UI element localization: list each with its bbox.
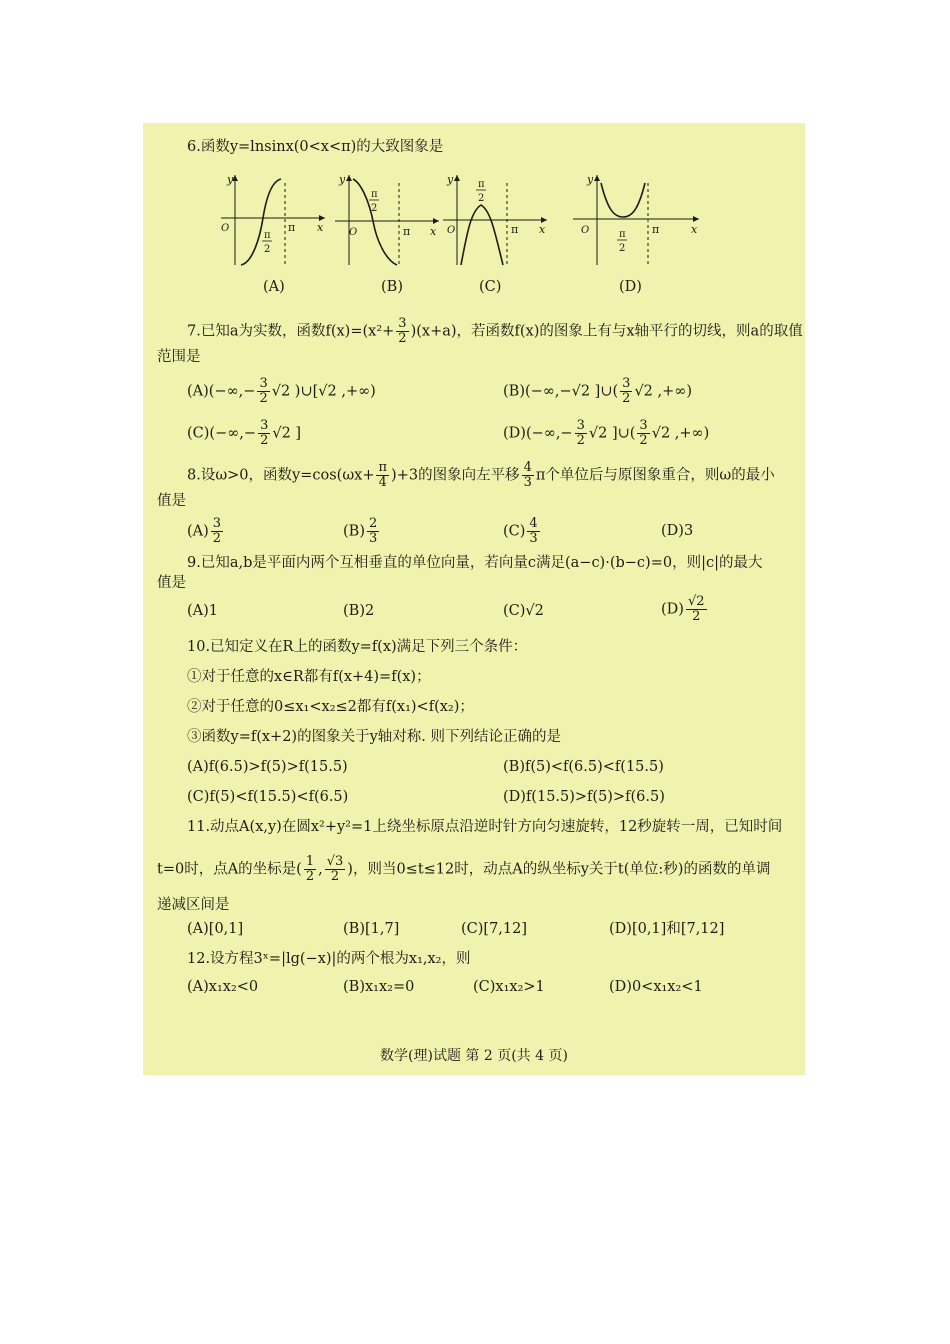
- graph-c: [443, 173, 551, 269]
- svg-text:π: π: [511, 223, 519, 236]
- question-11-line1: 11.动点A(x,y)在圆x²+y²=1上绕坐标原点沿逆时针方向匀速旋转，12秒旋转一周，已知时间: [187, 819, 783, 835]
- q10-option-a: (A)f(6.5)>f(5)>f(15.5): [187, 759, 348, 775]
- q12-option-a: (A)x₁x₂<0: [187, 979, 259, 995]
- svg-text:y: y: [587, 173, 594, 186]
- svg-text:y: y: [227, 173, 234, 186]
- svg-text:π: π: [619, 229, 626, 240]
- question-8-line2: 值是: [157, 493, 186, 509]
- q7-option-c: (C)(−∞,− $\frac{3}{2}$ √2 ]: [187, 418, 302, 448]
- q10-condition-1: ①对于任意的x∈R都有f(x+4)=f(x)；: [187, 669, 431, 685]
- q10-option-b: (B)f(5)<f(6.5)<f(15.5): [503, 759, 664, 775]
- q11-option-a: (A)[0,1]: [187, 921, 244, 937]
- q7-option-b: (B)(−∞,−√2 ]∪( $\frac{3}{2}$ √2 ,+∞): [503, 376, 693, 406]
- question-10-line1: 10.已知定义在R上的函数y=f(x)满足下列三个条件：: [187, 639, 528, 655]
- q10-condition-3: ③函数y=f(x+2)的图象关于y轴对称. 则下列结论正确的是: [187, 729, 561, 745]
- q8-option-d: (D)3: [661, 523, 694, 539]
- graph-b: [335, 173, 443, 269]
- q9-option-d: (D) $\frac{√2}{2}$: [661, 594, 705, 624]
- q11-option-b: (B)[1,7]: [343, 921, 400, 937]
- q12-option-c: (C)x₁x₂>1: [473, 979, 545, 995]
- q6-option-d: (D): [619, 279, 642, 295]
- q10-option-c: (C)f(5)<f(15.5)<f(6.5): [187, 789, 349, 805]
- svg-text:x: x: [430, 225, 437, 238]
- graph-a: [221, 173, 329, 269]
- svg-text:π: π: [652, 223, 660, 236]
- svg-text:O: O: [349, 227, 358, 238]
- question-9-line1: 9.已知a,b是平面内两个互相垂直的单位向量，若向量c满足(a−c)·(b−c)=0，则|c|的最大: [187, 555, 763, 571]
- q11-option-c: (C)[7,12]: [461, 921, 528, 937]
- q10-condition-2: ②对于任意的0≤x₁<x₂≤2都有f(x₁)<f(x₂)；: [187, 699, 474, 715]
- svg-text:π: π: [371, 189, 378, 200]
- q12-option-d: (D)0<x₁x₂<1: [609, 979, 703, 995]
- svg-text:2: 2: [619, 243, 626, 254]
- svg-text:π: π: [264, 230, 271, 241]
- q9-option-a: (A)1: [187, 603, 219, 619]
- q10-option-d: (D)f(15.5)>f(5)>f(6.5): [503, 789, 665, 805]
- svg-text:2: 2: [478, 193, 485, 204]
- svg-text:y: y: [447, 173, 454, 186]
- question-8-line1: 8.设ω>0，函数y=cos(ωx+ $\frac{\pi}{4}$ )+3的图象向左平移 $\frac{4}{3}$ π个单位后与原图象重合，则ω的最小: [187, 460, 775, 490]
- svg-text:y: y: [339, 173, 346, 186]
- q12-option-b: (B)x₁x₂=0: [343, 979, 415, 995]
- svg-text:π: π: [403, 225, 411, 238]
- svg-text:x: x: [317, 221, 324, 234]
- q7-option-a: (A)(−∞,− $\frac{3}{2}$ √2 )∪[√2 ,+∞): [187, 376, 376, 406]
- q9-option-c: (C)√2: [503, 603, 544, 619]
- question-7-line2: 范围是: [157, 349, 201, 365]
- svg-text:2: 2: [371, 203, 378, 214]
- q6-option-b: (B): [381, 279, 403, 295]
- question-6: 6.函数y=lnsinx(0<x<π)的大致图象是: [187, 139, 444, 155]
- svg-text:O: O: [581, 225, 590, 236]
- svg-text:π: π: [478, 179, 485, 190]
- q6-option-a: (A): [263, 279, 285, 295]
- q8-option-b: (B) $\frac{2}{3}$: [343, 516, 378, 546]
- q6-option-c: (C): [479, 279, 502, 295]
- svg-text:O: O: [447, 225, 456, 236]
- svg-text:π: π: [288, 221, 296, 234]
- question-11-line2: t=0时，点A的坐标是( $\frac{1}{2}$ , $\frac{√3}{2}$ )，则当0≤t≤12时，动点A的纵坐标y关于t(单位:秒)的函数的单调: [157, 854, 771, 884]
- q8-option-a: (A) $\frac{3}{2}$: [187, 516, 222, 546]
- svg-text:O: O: [221, 223, 230, 234]
- svg-text:x: x: [691, 223, 698, 236]
- q8-option-c: (C) $\frac{4}{3}$: [503, 516, 538, 546]
- page-footer: 数学(理)试题 第 2 页(共 4 页): [380, 1048, 568, 1064]
- q9-option-b: (B)2: [343, 603, 375, 619]
- q7-option-d: (D)(−∞,− $\frac{3}{2}$ √2 ]∪( $\frac{3}{2}$ √2 ,+∞): [503, 418, 710, 448]
- question-11-line3: 递减区间是: [157, 897, 230, 913]
- question-9-line2: 值是: [157, 575, 186, 591]
- q11-option-d: (D)[0,1]和[7,12]: [609, 921, 725, 937]
- graph-d: [573, 173, 703, 269]
- question-7-line1: 7.已知a为实数，函数f(x)=(x²+ $\frac{3}{2}$ )(x+a)，若函数f(x)的图象上有与x轴平行的切线，则a的取值: [187, 316, 803, 346]
- svg-text:2: 2: [264, 244, 271, 255]
- exam-page: [143, 123, 805, 1075]
- question-12-line1: 12.设方程3ˣ=|lg(−x)|的两个根为x₁,x₂，则: [187, 951, 471, 967]
- svg-text:x: x: [539, 223, 546, 236]
